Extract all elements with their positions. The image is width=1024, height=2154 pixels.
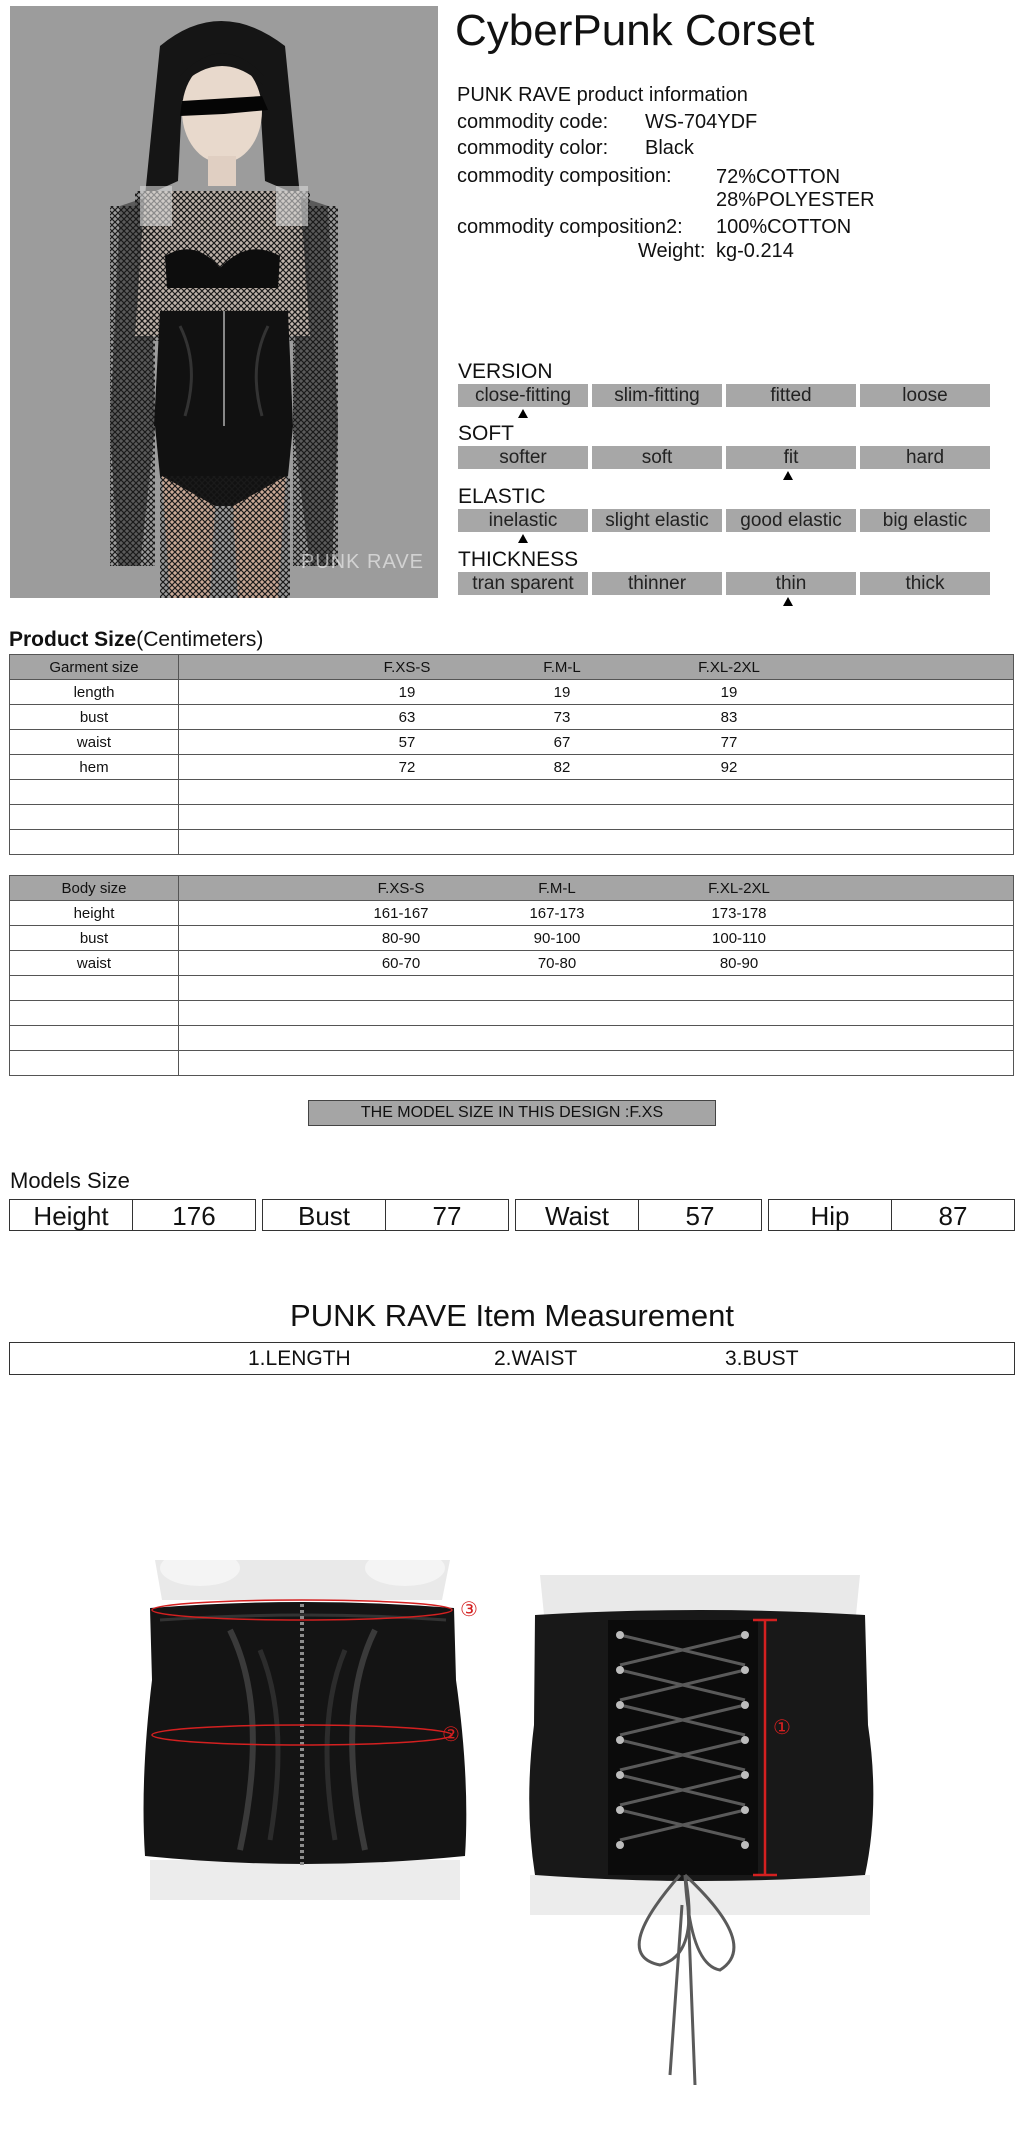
info-heading: PUNK RAVE product information (457, 84, 748, 106)
thickness-scale (458, 572, 990, 595)
composition2-label: commodity composition2: (457, 216, 683, 238)
elastic-option: inelastic (458, 509, 588, 532)
measure-label: Height (10, 1200, 133, 1230)
table-header-row (10, 655, 1014, 680)
empty-row (10, 1001, 1014, 1026)
thickness-option: tran sparent (458, 572, 588, 595)
version-scale (458, 384, 990, 407)
size-columns (179, 876, 1014, 901)
cell-value: 57 (398, 734, 416, 751)
cell-value: 67 (553, 734, 571, 751)
cell-value: 80-90 (719, 955, 759, 972)
measure-value: 77 (432, 1201, 462, 1231)
column-header: F.M-L (543, 659, 581, 676)
product-title: CyberPunk Corset (455, 6, 815, 55)
elastic-label: ELASTIC (458, 485, 546, 508)
version-option: loose (860, 384, 990, 407)
column-header: F.XL-2XL (698, 659, 760, 676)
empty-row (10, 830, 1014, 855)
measure-value: 87 (938, 1201, 968, 1231)
cell-value: 19 (398, 684, 416, 701)
soft-label: SOFT (458, 422, 514, 445)
cell-value: 70-80 (537, 955, 577, 972)
column-header: F.M-L (538, 880, 576, 897)
column-header: F.XS-S (383, 659, 431, 676)
waist-marker: ② (442, 1724, 460, 1746)
elastic-scale (458, 509, 990, 532)
soft-scale (458, 446, 990, 469)
row-label: length (10, 680, 179, 705)
cell-value: 80-90 (381, 930, 421, 947)
table-header-row (10, 876, 1014, 901)
measure-label: Hip (769, 1200, 892, 1230)
product-size-title (9, 628, 263, 652)
thickness-option: thick (860, 572, 990, 595)
row-label: waist (10, 951, 179, 976)
garment-size-table (9, 654, 1014, 855)
row-label: waist (10, 730, 179, 755)
cell-value: 82 (553, 759, 571, 776)
model-measure-waist (515, 1199, 762, 1231)
version-option: fitted (726, 384, 856, 407)
corset-front-image (120, 1560, 490, 1900)
measurement-title: PUNK RAVE Item Measurement (290, 1298, 734, 1333)
brand-watermark: PUNK RAVE (300, 551, 424, 573)
measurement-item: 1.LENGTH (248, 1347, 351, 1370)
empty-row (10, 780, 1014, 805)
cell-value: 173-178 (711, 905, 767, 922)
elastic-option: big elastic (860, 509, 990, 532)
cell-value: 100-110 (712, 930, 766, 947)
table-row (10, 705, 1014, 730)
table-row (10, 730, 1014, 755)
model-measure-hip (768, 1199, 1015, 1231)
product-size-heading: Product Size (9, 628, 137, 651)
cell-value: 63 (398, 709, 416, 726)
soft-option: fit (726, 446, 856, 469)
model-photo (10, 6, 438, 598)
soft-option: soft (592, 446, 722, 469)
thickness-option: thinner (592, 572, 722, 595)
model-size-note: THE MODEL SIZE IN THIS DESIGN :F.XS (308, 1100, 716, 1126)
composition-label: commodity composition: (457, 165, 672, 187)
empty-row (10, 976, 1014, 1001)
garment-size-header: Garment size (10, 655, 179, 680)
table-row (10, 755, 1014, 780)
column-header: F.XS-S (377, 880, 425, 897)
cell-value: 90-100 (533, 930, 581, 947)
color-value: Black (645, 137, 694, 159)
cell-value: 77 (720, 734, 738, 751)
cell-value: 60-70 (381, 955, 421, 972)
thickness-label: THICKNESS (458, 548, 579, 571)
body-size-header: Body size (10, 876, 179, 901)
row-label: bust (10, 926, 179, 951)
thickness-option: thin (726, 572, 856, 595)
measure-value: 57 (685, 1201, 715, 1231)
code-value: WS-704YDF (645, 111, 758, 133)
table-row (10, 901, 1014, 926)
cell-value: 19 (720, 684, 738, 701)
thickness-selected-marker (783, 597, 793, 606)
composition-value-2: 28%POLYESTER (716, 189, 875, 211)
cell-value: 167-173 (529, 905, 585, 922)
models-size-row (9, 1199, 1015, 1231)
soft-selected-marker (783, 471, 793, 480)
measure-value: 176 (172, 1201, 216, 1231)
measurement-item: 2.WAIST (494, 1347, 578, 1370)
column-header: F.XL-2XL (708, 880, 770, 897)
elastic-selected-marker (518, 534, 528, 543)
row-label: hem (10, 755, 179, 780)
elastic-option: slight elastic (592, 509, 722, 532)
row-label: bust (10, 705, 179, 730)
composition2-value: 100%COTTON (716, 216, 852, 238)
corset-back-image (520, 1575, 900, 2095)
code-label: commodity code: (457, 111, 609, 133)
measure-label: Bust (263, 1200, 386, 1230)
version-option: close-fitting (458, 384, 588, 407)
measurement-legend (9, 1342, 1015, 1375)
weight-value: kg-0.214 (716, 240, 794, 262)
length-marker: ① (773, 1717, 791, 1739)
bust-marker: ③ (460, 1599, 478, 1621)
empty-row (10, 1051, 1014, 1076)
measurement-item: 3.BUST (725, 1347, 799, 1370)
models-size-title: Models Size (10, 1168, 130, 1193)
soft-option: hard (860, 446, 990, 469)
size-columns (179, 655, 1014, 680)
elastic-option: good elastic (726, 509, 856, 532)
version-option: slim-fitting (592, 384, 722, 407)
row-label: height (10, 901, 179, 926)
color-label: commodity color: (457, 137, 609, 159)
weight-label: Weight: (638, 240, 706, 262)
cell-value: 83 (720, 709, 738, 726)
model-measure-height (9, 1199, 256, 1231)
model-measure-bust (262, 1199, 509, 1231)
table-row (10, 951, 1014, 976)
version-label: VERSION (458, 360, 553, 383)
cell-value: 73 (553, 709, 571, 726)
soft-option: softer (458, 446, 588, 469)
product-size-unit: (Centimeters) (136, 628, 264, 651)
empty-row (10, 1026, 1014, 1051)
version-selected-marker (518, 409, 528, 418)
empty-row (10, 805, 1014, 830)
measure-label: Waist (516, 1200, 639, 1230)
composition-value-1: 72%COTTON (716, 166, 841, 188)
cell-value: 161-167 (373, 905, 429, 922)
table-row (10, 926, 1014, 951)
body-size-table (9, 875, 1014, 1076)
cell-value: 92 (720, 759, 738, 776)
cell-value: 72 (398, 759, 416, 776)
cell-value: 19 (553, 684, 571, 701)
table-row (10, 680, 1014, 705)
